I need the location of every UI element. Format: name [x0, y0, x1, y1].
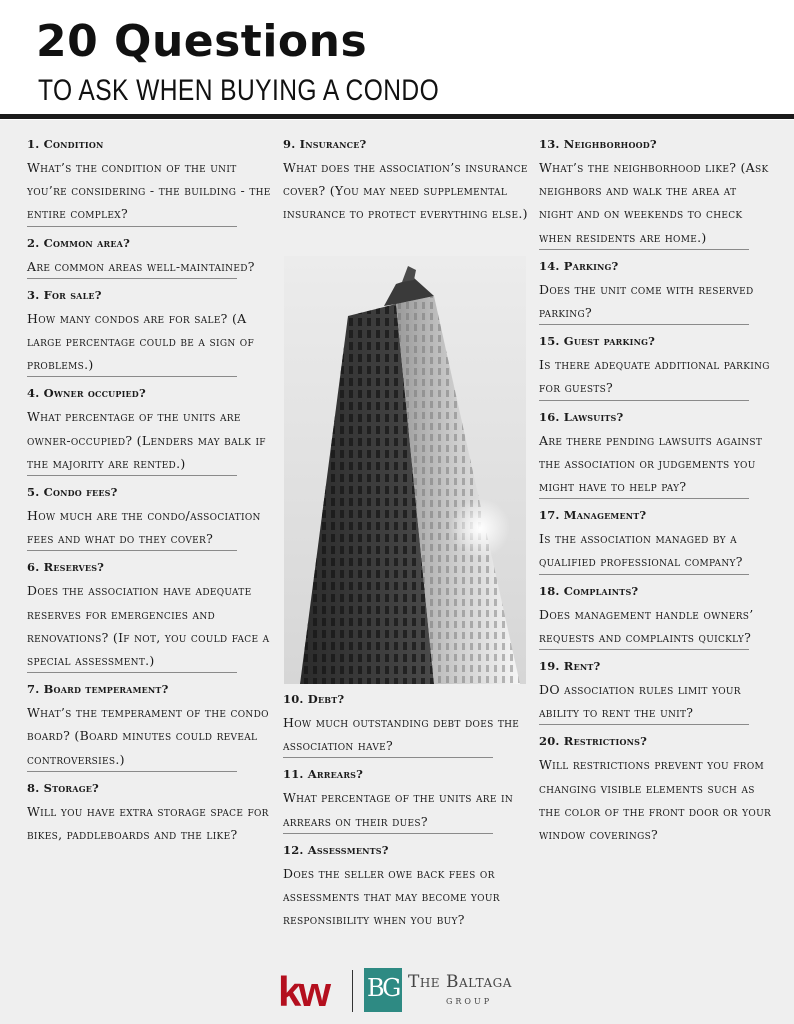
divider [27, 672, 237, 673]
question-item [539, 655, 774, 725]
divider [283, 833, 493, 834]
question-body: What percentage of the units are in arrears on their dues? [283, 790, 514, 829]
bg-logo-text: BG [367, 974, 399, 1002]
question-body: Does the unit come with reserved parking? [539, 281, 754, 321]
question-title: 18. Complaints? [539, 583, 639, 598]
question-title: 14. Parking? [539, 258, 619, 273]
divider [539, 724, 749, 725]
question-item [539, 255, 774, 325]
question-title: 5. Condo fees? [27, 485, 118, 500]
header [0, 0, 794, 120]
divider [27, 376, 237, 377]
divider [539, 649, 749, 650]
question-title: 12. Assessments? [283, 842, 389, 857]
divider [539, 324, 749, 325]
divider [27, 550, 237, 551]
divider [283, 757, 493, 758]
question-item [27, 678, 272, 772]
question-item [539, 133, 774, 250]
question-body: What’s the temperament of the condo board? (Board minutes could reveal controversies.) [27, 705, 269, 767]
question-body: What percentage of the units are owner-occupied? (Lenders may balk if the majority are rented.) [27, 409, 266, 471]
question-item [27, 777, 272, 846]
question-item [539, 504, 774, 574]
question-body: Will you have extra storage space for bikes, paddleboards and the like? [27, 803, 269, 843]
question-body: What’s the condition of the unit you’re considering - the building - the entire complex? [27, 160, 271, 222]
question-body: DO association rules limit your ability to rent the unit? [539, 682, 741, 721]
question-item [283, 133, 528, 226]
question-body: Is there adequate additional parking for guests? [539, 357, 770, 396]
kw-logo: kw [278, 968, 329, 1015]
question-body: How much are the condo/association fees and what do they cover? [27, 508, 261, 547]
divider [539, 574, 749, 575]
divider [27, 475, 237, 476]
question-title: 13. Neighborhood? [539, 137, 657, 151]
question-body: How many condos are for sale? (A large percentage could be a sign of problems.) [27, 310, 254, 373]
question-body: What’s the neighborhood like? (Ask neighbors and walk the area at night and on weekends to check when residents are home.) [539, 160, 769, 245]
brand-name: The Baltaga [408, 972, 512, 992]
question-body: Are common areas well-maintained? [27, 258, 255, 274]
question-title: 8. Storage? [27, 780, 99, 795]
question-item [283, 688, 528, 758]
divider [539, 498, 749, 499]
question-body: Is the association managed by a qualified professional company? [539, 531, 743, 570]
question-title: 20. Restrictions? [539, 734, 648, 749]
question-body: How much outstanding debt does the association have? [283, 715, 520, 754]
question-title: 15. Guest parking? [539, 334, 656, 349]
divider [27, 771, 237, 772]
question-item [539, 580, 774, 650]
question-body: Will restrictions prevent you from changing visible elements such as the color of the front door or your window coverings? [539, 757, 772, 843]
question-title: 11. Arrears? [283, 767, 364, 782]
question-item [27, 481, 272, 551]
page-title: 20 Questions [36, 16, 368, 67]
question-body: What does the association’s insurance cover? (You may need supplemental insurance to protect everything else.) [283, 160, 528, 222]
question-item [283, 763, 528, 833]
question-item [539, 730, 774, 846]
skyscraper-photo [284, 256, 526, 684]
question-title: 3. For sale? [27, 287, 102, 302]
question-body: Does the seller owe back fees or assessments that may become your responsibility when you buy? [283, 865, 500, 928]
divider [27, 278, 237, 279]
question-title: 6. Reserves? [27, 560, 105, 575]
column-middle-lower [283, 688, 528, 936]
page-subtitle: TO ASK WHEN BUYING A CONDO [38, 74, 440, 107]
question-title: 1. Condition [27, 137, 104, 151]
brand-subtitle: GROUP [446, 997, 493, 1006]
question-item [283, 839, 528, 932]
question-body: Does management handle owners’ requests and complaints quickly? [539, 606, 754, 645]
divider [539, 249, 749, 250]
divider [27, 226, 237, 227]
question-item [27, 556, 272, 673]
question-title: 16. Lawsuits? [539, 409, 624, 424]
skyscraper-image [284, 256, 526, 684]
column-right [539, 133, 774, 851]
question-title: 7. Board temperament? [27, 682, 169, 697]
footer-logos [278, 966, 548, 1016]
question-item [539, 406, 774, 500]
column-left [27, 133, 272, 851]
bg-logo-icon [364, 968, 402, 1012]
question-title: 2. Common area? [27, 235, 131, 250]
column-middle [283, 133, 528, 231]
question-item [27, 284, 272, 378]
divider [539, 400, 749, 401]
logo-separator [352, 970, 353, 1012]
question-title: 9. Insurance? [283, 137, 367, 151]
question-title: 19. Rent? [539, 659, 601, 674]
question-body: Does the association have adequate reserves for emergencies and renovations? (If not, you could face a special assessment.) [27, 583, 270, 669]
question-body: Are there pending lawsuits against the association or judgements you might have to help pay? [539, 432, 763, 495]
header-divider [0, 114, 794, 119]
question-title: 17. Management? [539, 508, 647, 523]
question-item [27, 232, 272, 279]
question-title: 10. Debt? [283, 692, 345, 706]
question-item [27, 133, 272, 227]
question-title: 4. Owner occupied? [27, 386, 146, 401]
question-item [539, 330, 774, 400]
question-item [27, 382, 272, 476]
